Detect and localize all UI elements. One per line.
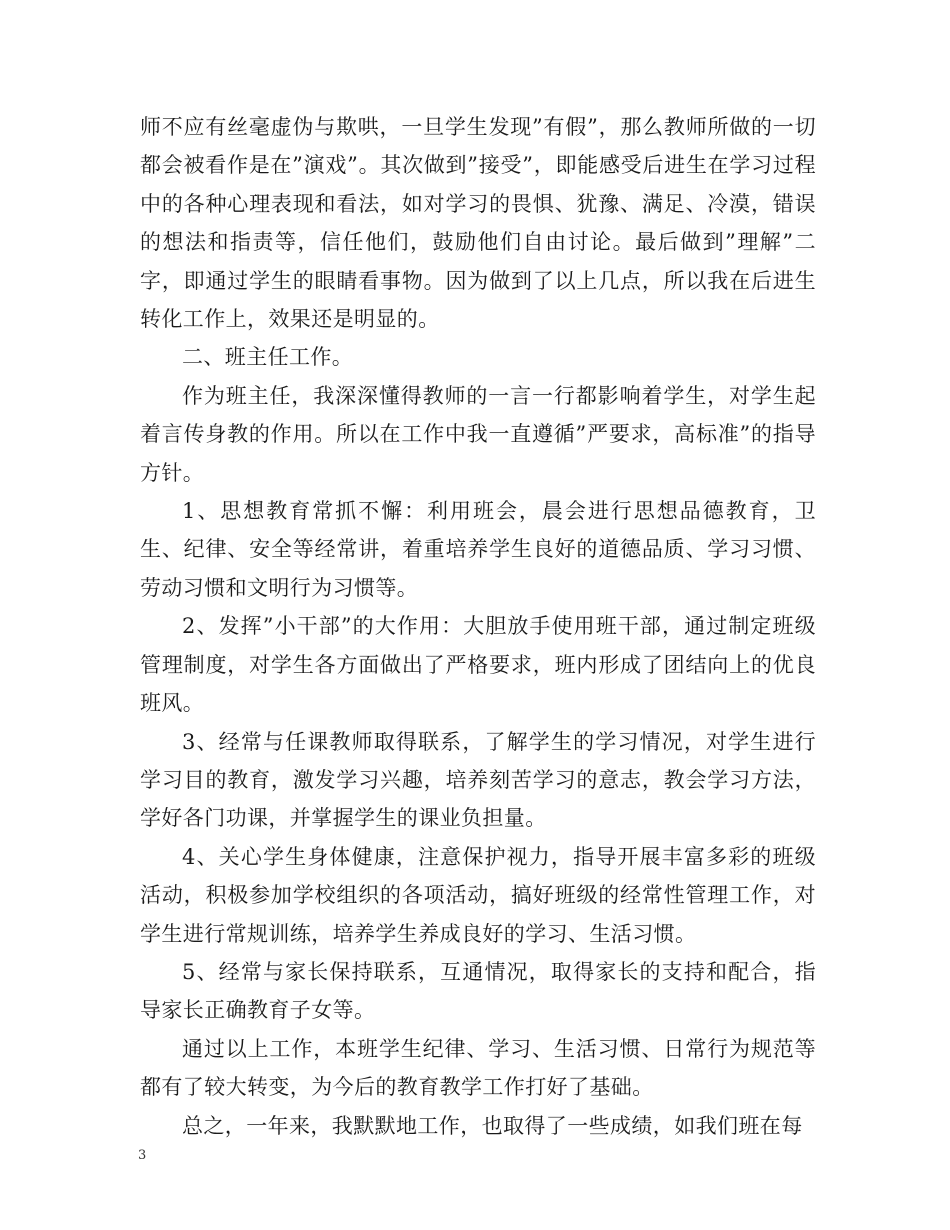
paragraph-10: 总之，一年来，我默默地工作，也取得了一些成绩，如我们班在每 [182,1113,803,1138]
list-item-3: 3、经常与任课教师取得联系，了解学生的学习情况，对学生进行学习目的教育，激发学习兴趣，培养刻苦学习的意志，教会学习方法，学好各门功课，并掌握学生的课业负担量。 [140,729,816,831]
paragraph-9: 通过以上工作，本班学生纪律、学习、生活习惯、日常行为规范等都有了较大转变，为今后的教育教学工作打好了基础。 [140,1036,816,1100]
list-item-2: 2、发挥”小干部”的大作用：大胆放手使用班干部，通过制定班级管理制度，对学生各方面做出了严格要求，班内形成了团结向上的优良班风。 [140,614,816,716]
document-body [140,108,816,1145]
paragraph-1: 师不应有丝毫虚伪与欺哄，一旦学生发现”有假”，那么教师所做的一切都会被看作是在”演戏”。其次做到”接受”，即能感受后进生在学习过程中的各种心理表现和看法，如对学习的畏惧、犹豫、满足、冷漠，错误的想法和指责等，信任他们，鼓励他们自由讨论。最后做到”理解”二字，即通过学生的眼睛看事物。因为做到了以上几点，所以我在后进生转化工作上，效果还是明显的。 [140,115,816,332]
list-item-1: 1、思想教育常抓不懈：利用班会，晨会进行思想品德教育，卫生、纪律、安全等经常讲，着重培养学生良好的道德品质、学习习惯、劳动习惯和文明行为习惯等。 [140,499,816,600]
list-item-5: 5、经常与家长保持联系，互通情况，取得家长的支持和配合，指导家长正确教育子女等。 [140,959,816,1023]
section-heading-class-teacher-work: 二、班主任工作。 [182,345,354,370]
page-number: 3 [138,1148,147,1163]
list-item-4: 4、关心学生身体健康，注意保护视力，指导开展丰富多彩的班级活动，积极参加学校组织的各项活动，搞好班级的经常性管理工作，对学生进行常规训练，培养学生养成良好的学习、生活习惯。 [140,844,816,946]
paragraph-3: 作为班主任，我深深懂得教师的一言一行都影响着学生，对学生起着言传身教的作用。所以在工作中我一直遵循”严要求，高标准”的指导方针。 [140,383,816,485]
